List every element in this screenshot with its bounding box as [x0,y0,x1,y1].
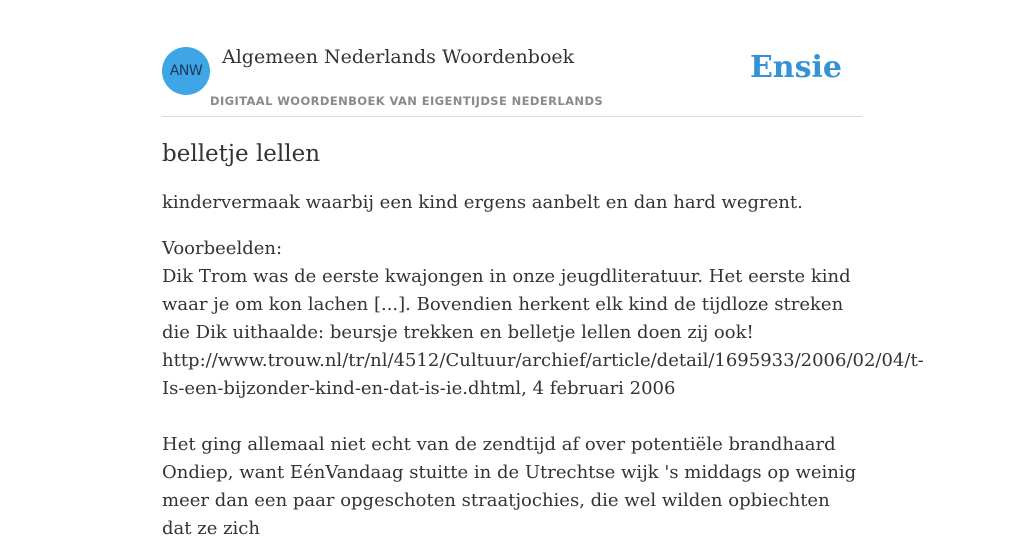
example-item [162,431,862,543]
example-text: Dik Trom was de eerste kwajongen in onze jeugdliteratuur. Het eerste kind waar je om kon lachen [...]. Bovendien herkent elk kind de tijdloze streken die Dik uithaalde: beursje trekken en belletje lellen doen zij ook! [162,266,851,343]
anw-logo[interactable]: ANW [162,47,210,95]
entry-content [162,136,924,543]
example-source [162,375,862,403]
example-text: Het ging allemaal niet echt van de zendtijd af over potentiële brandhaard Ondiep, want EénVandaag stuitte in de Utrechtse wijk 's middags op weinig meer dan een paar opgeschoten straatjochies, die wel wilden opbiechten dat ze zich [162,434,857,539]
ensie-brand-link[interactable]: Ensie [749,50,842,85]
entry-definition: kindervermaak waarbij een kind ergens aanbelt en dan hard wegrent. [162,192,803,213]
example-source-line: Is-een-bijzonder-kind-en-dat-is-ie.dhtml, 4 februari 2006 [162,378,676,399]
site-title[interactable]: Algemeen Nederlands Woordenboek [222,46,575,68]
site-header [162,40,862,117]
example-spacer [162,403,902,431]
examples-section [162,235,924,543]
example-item [162,263,924,403]
site-subtitle: DIGITAAL WOORDENBOEK VAN EIGENTIJDSE NEDERLANDS [210,94,604,108]
example-source-line: http://www.trouw.nl/tr/nl/4512/Cultuur/archief/article/detail/1695933/2006/02/04/t- [162,350,924,371]
examples-label: Voorbeelden: [162,238,283,259]
example-source [162,347,924,375]
entry-headword: belletje lellen [162,141,321,167]
